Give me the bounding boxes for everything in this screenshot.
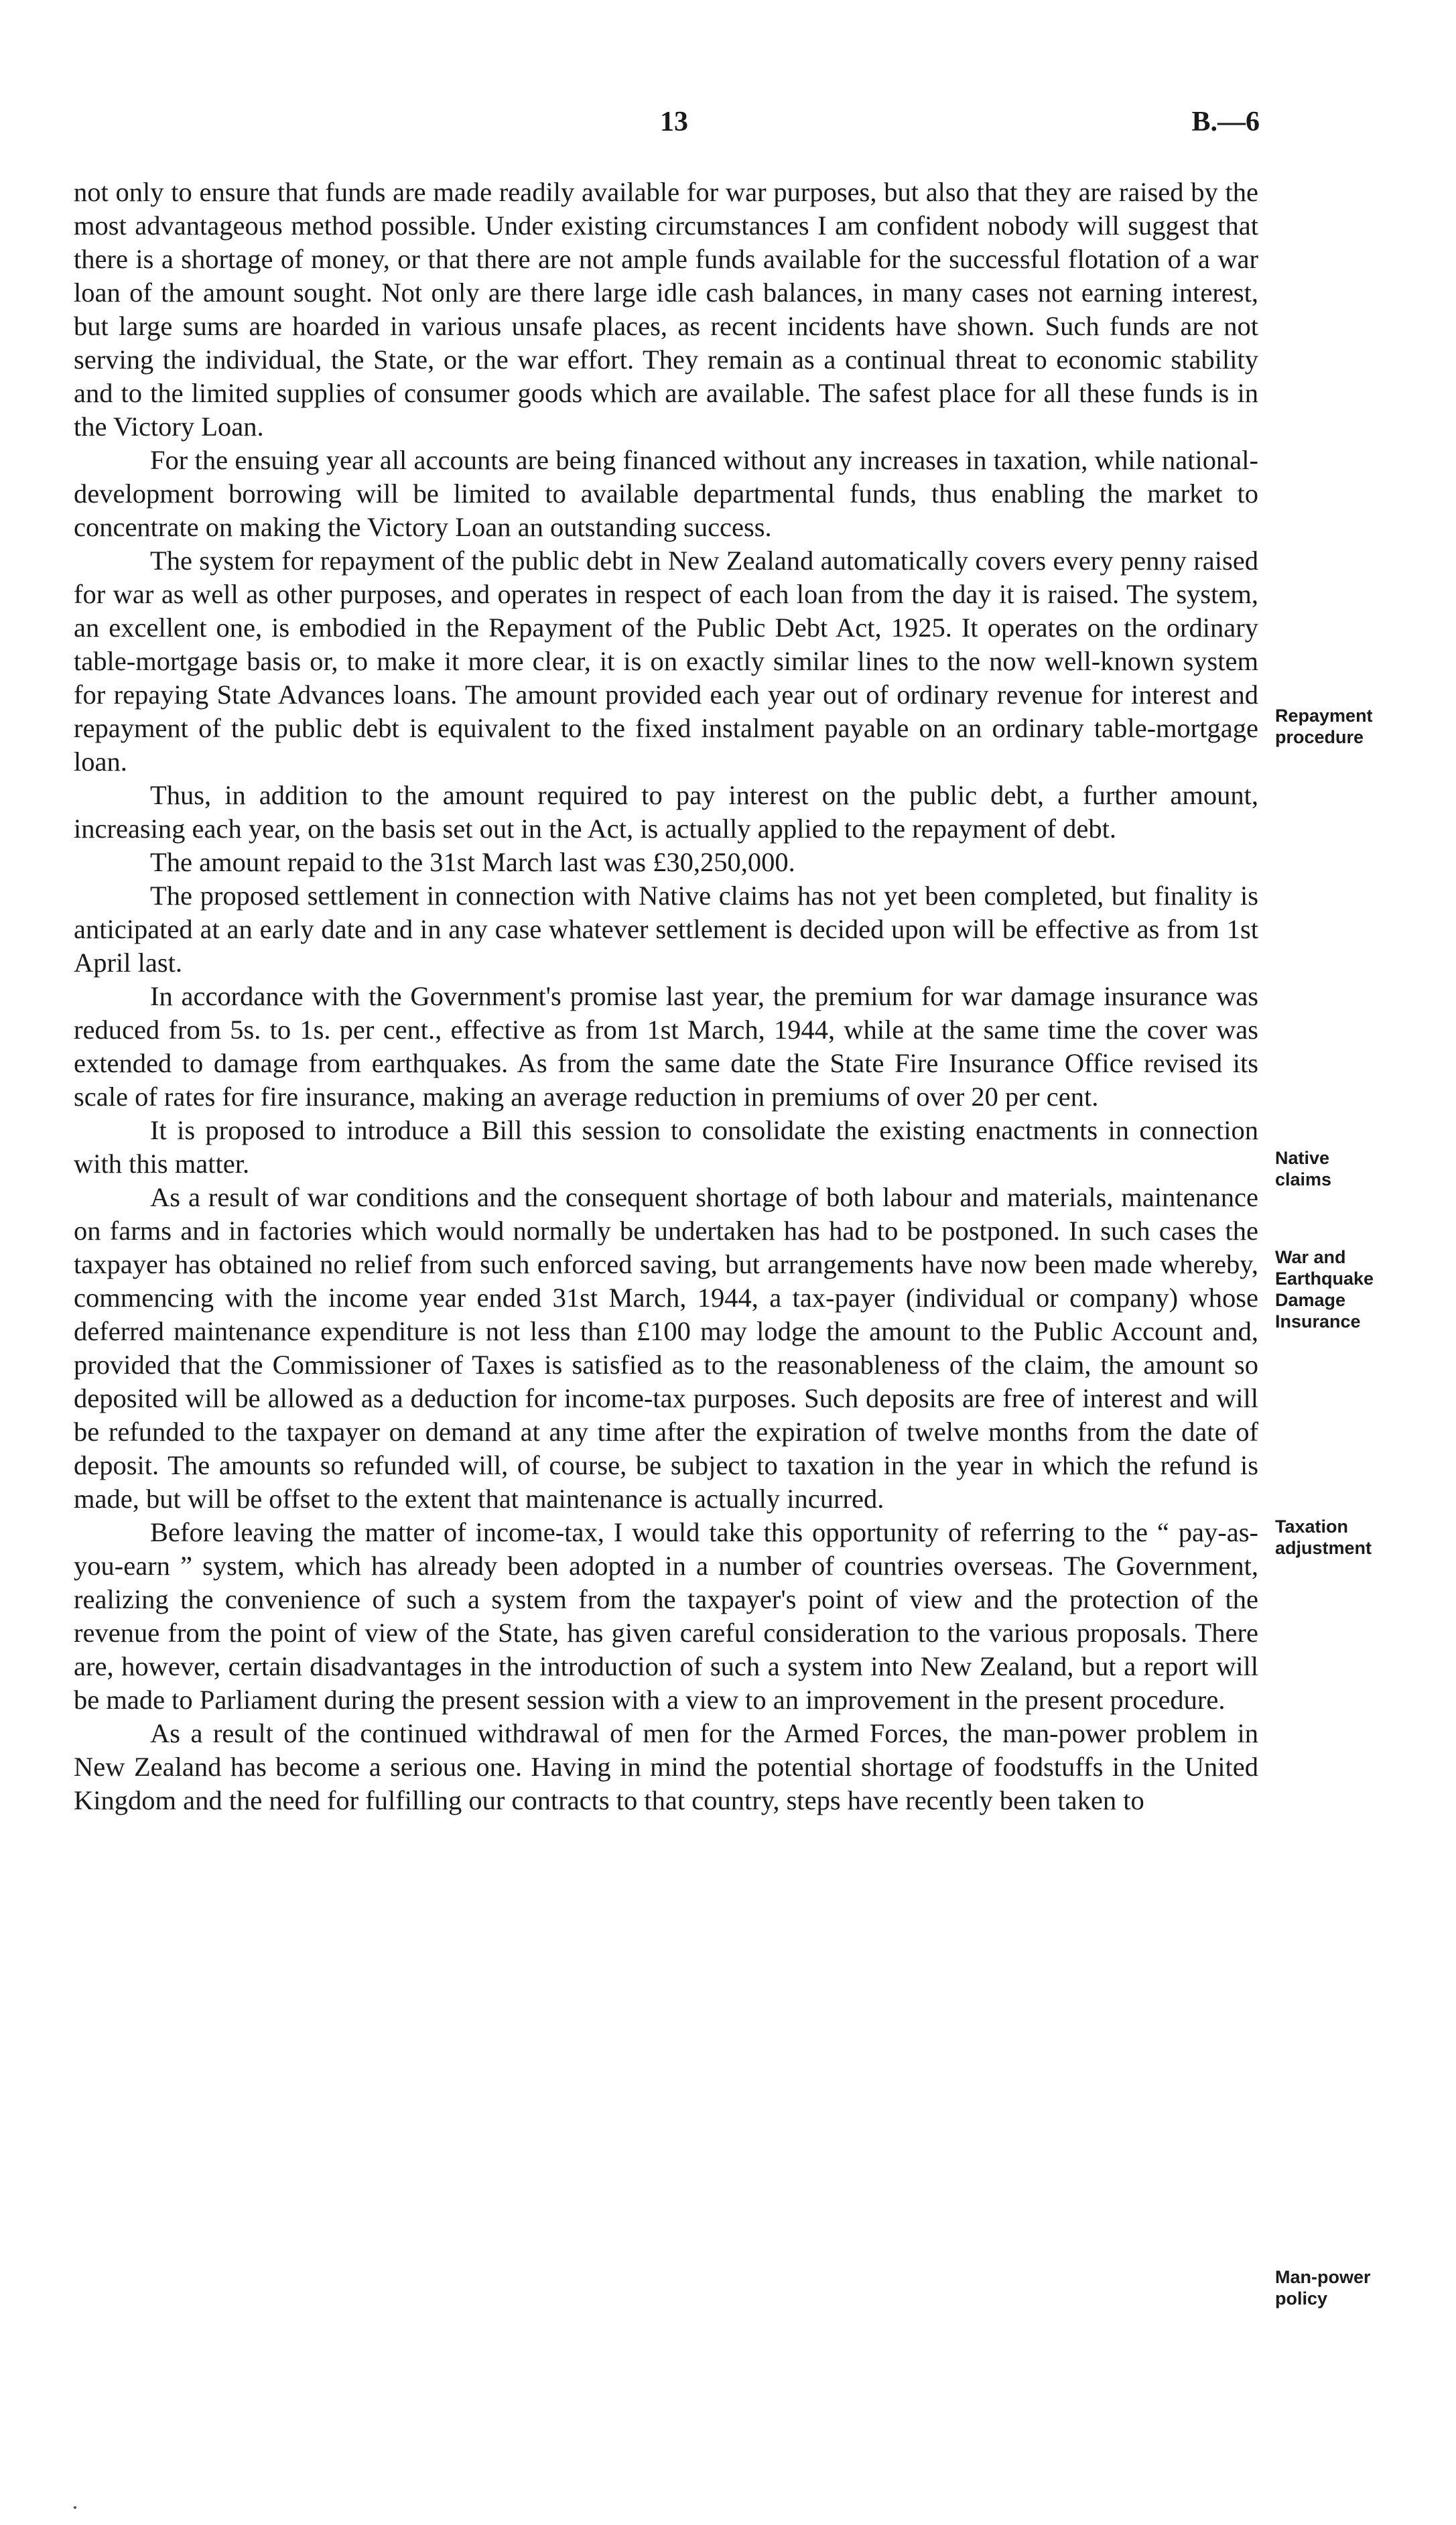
paragraph-war-damage-insurance: In accordance with the Government's promise last year, the premium for war damage insurance was reduced from 5s. to 1s. per cent., effective as from 1st March, 1944, while at the same time the cover was extended to damage from earthquakes. As from the same date the State Fire Insurance Office revised its scale of rates for fire insurance, making an average reduction in premiums of over 20 per cent. <box>74 981 1258 1112</box>
page-header <box>0 106 1456 146</box>
scan-mark <box>74 2506 76 2509</box>
page-number: 13 <box>660 107 688 137</box>
side-note-taxation-adjustment: Taxation adjustment <box>1275 1516 1372 1558</box>
side-note-war-earthquake-insurance: War and Earthquake Damage Insurance <box>1275 1247 1374 1332</box>
paragraph-debt-repayment-system: The system for repayment of the public debt in New Zealand automatically covers every penny raised for war as well as other purposes, and operates in respect of each loan from the day it is raised. The system, an excellent one, is embodied in the Repayment of the Public Debt Act, 1925. It operates on the ordinary table-mortgage basis or, to make it more clear, it is on exactly similar lines to the now well-known system for repaying State Advances loans. The amount provided each year out of ordinary revenue for interest and repayment of the public debt is equivalent to the fixed instalment payable on an ordinary table-mortgage loan. <box>74 545 1258 777</box>
paragraph-pay-as-you-earn: Before leaving the matter of income-tax, I would take this opportunity of referring to the “ pay-as-you-earn ” system, which has already been adopted in a number of countries overseas. The Government, realizing the convenience of such a system from the taxpayer's point of view and the protection of the revenue from the point of view of the State, has given careful consideration to the various proposals. There are, however, certain disadvantages in the introduction of such a system into New Zealand, but a report will be made to Parliament during the present session with a view to an improvement in the present procedure. <box>74 1517 1258 1715</box>
body-text <box>74 176 1258 1817</box>
paragraph-native-claims: The proposed settlement in connection with Native claims has not yet been completed, but finality is anticipated at an early date and in any case whatever settlement is decided upon will be effective as from 1st April last. <box>74 881 1258 978</box>
paragraph-taxation-adjustment: As a result of war conditions and the consequent shortage of both labour and materials, maintenance on farms and in factories which would normally be undertaken has had to be postponed. In such cases the taxpayer has obtained no relief from such enforced saving, but arrangements have now been made whereby, commencing with the income year ended 31st March, 1944, a tax-payer (individual or company) whose deferred maintenance expenditure is not less than £100 may lodge the amount to the Public Account and, provided that the Commissioner of Taxes is satisfied as to the reasonableness of the claim, the amount so deposited will be allowed as a deduction for income-tax purposes. Such deposits are free of interest and will be refunded to the taxpayer on demand at any time after the expiration of twelve months from the date of deposit. The amounts so refunded will, of course, be subject to taxation in the year in which the refund is made, but will be offset to the extent that maintenance is actually incurred. <box>74 1182 1258 1514</box>
paragraph-amount-repaid: The amount repaid to the 31st March last was £30,250,000. <box>150 847 795 877</box>
paragraph-debt-interest: Thus, in addition to the amount required to pay interest on the public debt, a further amount, increasing each year, on the basis set out in the Act, is actually applied to the repayment of debt. <box>74 780 1258 844</box>
side-note-native-claims: Native claims <box>1275 1148 1332 1189</box>
document-reference: B.—6 <box>1191 107 1260 137</box>
paragraph-bill-consolidation: It is proposed to introduce a Bill this session to consolidate the existing enactments in connection with this matter. <box>74 1115 1258 1179</box>
paragraph-man-power: As a result of the continued withdrawal of men for the Armed Forces, the man-power problem in New Zealand has become a serious one. Having in mind the potential shortage of foodstuffs in the United Kingdom and the need for fulfilling our contracts to that country, steps have recently been taken to <box>74 1718 1258 1815</box>
paragraph-victory-loan-funds: not only to ensure that funds are made readily available for war purposes, but also that they are raised by the most advantageous method possible. Under existing circumstances I am confident nobody will suggest that there is a shortage of money, or that there are not ample funds available for the successful flotation of a war loan of the amount sought. Not only are there large idle cash balances, in many cases not earning interest, but large sums are hoarded in various unsafe places, as recent incidents have shown. Such funds are not serving the individual, the State, or the war effort. They remain as a continual threat to economic stability and to the limited supplies of consumer goods which are available. The safest place for all these funds is in the Victory Loan. <box>74 177 1258 442</box>
paragraph-ensuing-year: For the ensuing year all accounts are being financed without any increases in taxation, while national-development borrowing will be limited to available departmental funds, thus enabling the market to concentrate on making the Victory Loan an outstanding success. <box>74 445 1258 542</box>
side-note-repayment-procedure: Repayment procedure <box>1275 706 1373 747</box>
side-note-man-power-policy: Man-power policy <box>1275 2267 1371 2309</box>
